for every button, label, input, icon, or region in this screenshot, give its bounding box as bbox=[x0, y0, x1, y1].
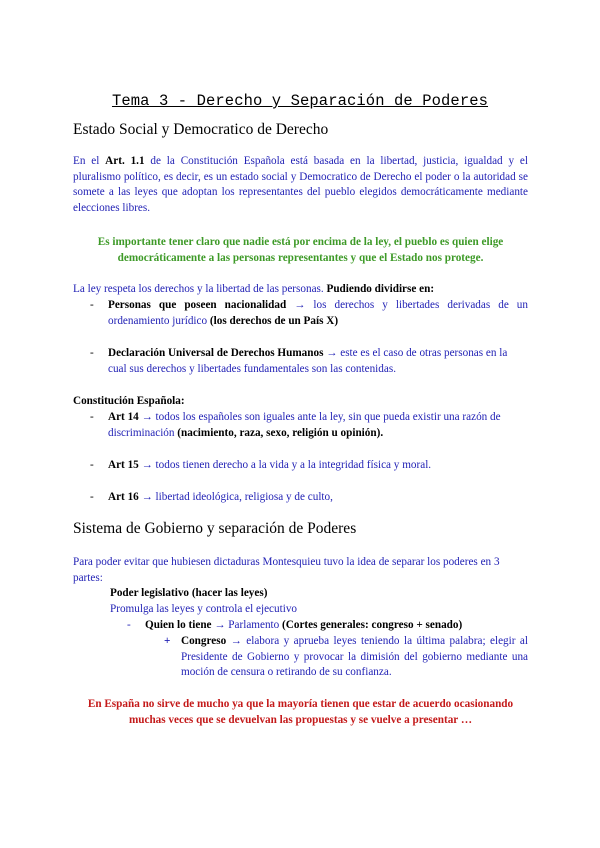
list-item-art16 bbox=[90, 490, 528, 506]
rights-lead-text: La ley respeta los derechos y la libertad de las personas. bbox=[73, 283, 327, 295]
congress-bold: Congreso bbox=[181, 635, 227, 647]
item-text: → este es el caso de otras personas en la cual sus derechos y libertades fundamentales son las contenidas. bbox=[108, 347, 508, 375]
list-dash: - bbox=[90, 411, 94, 423]
item-text: → todos los españoles son iguales ante la ley, sin que pueda existir una razón de discriminación bbox=[108, 411, 501, 439]
item-bold: Art 14 bbox=[108, 411, 139, 423]
page-title: Tema 3 - Derecho y Separación de Poderes bbox=[111, 92, 489, 110]
art-reference: Art. 1.1 bbox=[105, 155, 145, 167]
sub-item-quien bbox=[127, 618, 527, 634]
intro-text-rest: de la Constitución Española está basada en la libertad, justicia, igualdad y el pluralismo político, es decir, es un estado social y Democratico de Derecho el poder o la autoridad se somete a las leyes que adoptan los representantes del pueblo elegidos democráticamente mediante elecciones libres. bbox=[73, 155, 528, 214]
list-item-art14 bbox=[90, 410, 528, 441]
item-bold: Art 16 bbox=[108, 491, 139, 503]
item-bold: Personas que poseen nacionalidad bbox=[108, 299, 287, 311]
rights-lead-bold: Pudiendo dividirse en: bbox=[326, 283, 435, 295]
plus-item-congreso bbox=[164, 634, 528, 681]
item-text: → todos tienen derecho a la vida y a la integridad física y moral. bbox=[138, 459, 432, 471]
section-heading-sistema: Sistema de Gobierno y separación de Poderes bbox=[73, 520, 357, 537]
plus-mark: + bbox=[164, 635, 171, 647]
intro-text-start: En el bbox=[73, 155, 106, 167]
item-text: → libertad ideológica, religiosa y de culto, bbox=[138, 491, 333, 503]
list-dash: - bbox=[90, 347, 94, 359]
legislative-title: Poder legislativo (hacer las leyes) bbox=[110, 587, 268, 599]
sub-bold: Quien lo tiene bbox=[145, 619, 212, 631]
section-heading-estado: Estado Social y Democratico de Derecho bbox=[73, 121, 329, 138]
list-item-art15 bbox=[90, 458, 528, 474]
item-tail-bold: (los derechos de un País X) bbox=[209, 314, 339, 327]
congress-text: → elabora y aprueba leyes teniendo la última palabra; elegir al Presidente de Gobierno y provocar la dimisión del gobierno mediante una moción de censura o retirando de su confianza. bbox=[181, 635, 528, 678]
list-item-nacionalidad bbox=[90, 298, 528, 329]
constitution-heading: Constitución Española: bbox=[73, 395, 185, 407]
item-tail-bold: (nacimiento, raza, sexo, religión u opinión). bbox=[177, 426, 384, 439]
sub-dash: - bbox=[127, 619, 131, 631]
separation-intro: Para poder evitar que hubiesen dictaduras Montesquieu tuvo la idea de separar los poderes en 3 partes: bbox=[73, 556, 500, 584]
legislative-desc: Promulga las leyes y controla el ejecutivo bbox=[110, 603, 298, 615]
item-bold: Declaración Universal de Derechos Humanos bbox=[108, 347, 324, 359]
list-dash: - bbox=[90, 299, 94, 311]
sub-tail-bold: (Cortes generales: congreso + senado) bbox=[282, 619, 463, 631]
list-dash: - bbox=[90, 459, 94, 471]
intro-paragraph bbox=[73, 154, 528, 216]
sub-text: → Parlamento bbox=[211, 619, 283, 631]
highlight-note: Es importante tener claro que nadie está por encima de la ley, el pueblo es quien elige democráticamente a las personas representantes y que el Estado nos protege. bbox=[97, 236, 504, 264]
list-dash: - bbox=[90, 491, 94, 503]
item-text: → los derechos y libertades derivadas de un ordenamiento jurídico bbox=[108, 299, 528, 327]
rights-lead bbox=[73, 282, 528, 298]
closing-note: En España no sirve de mucho ya que la mayoría tienen que estar de acuerdo ocasionando muchas veces que se devuelvan las propuestas y se vuelve a presentar … bbox=[87, 698, 514, 726]
item-bold: Art 15 bbox=[108, 459, 139, 471]
list-item-declaracion bbox=[90, 346, 528, 377]
